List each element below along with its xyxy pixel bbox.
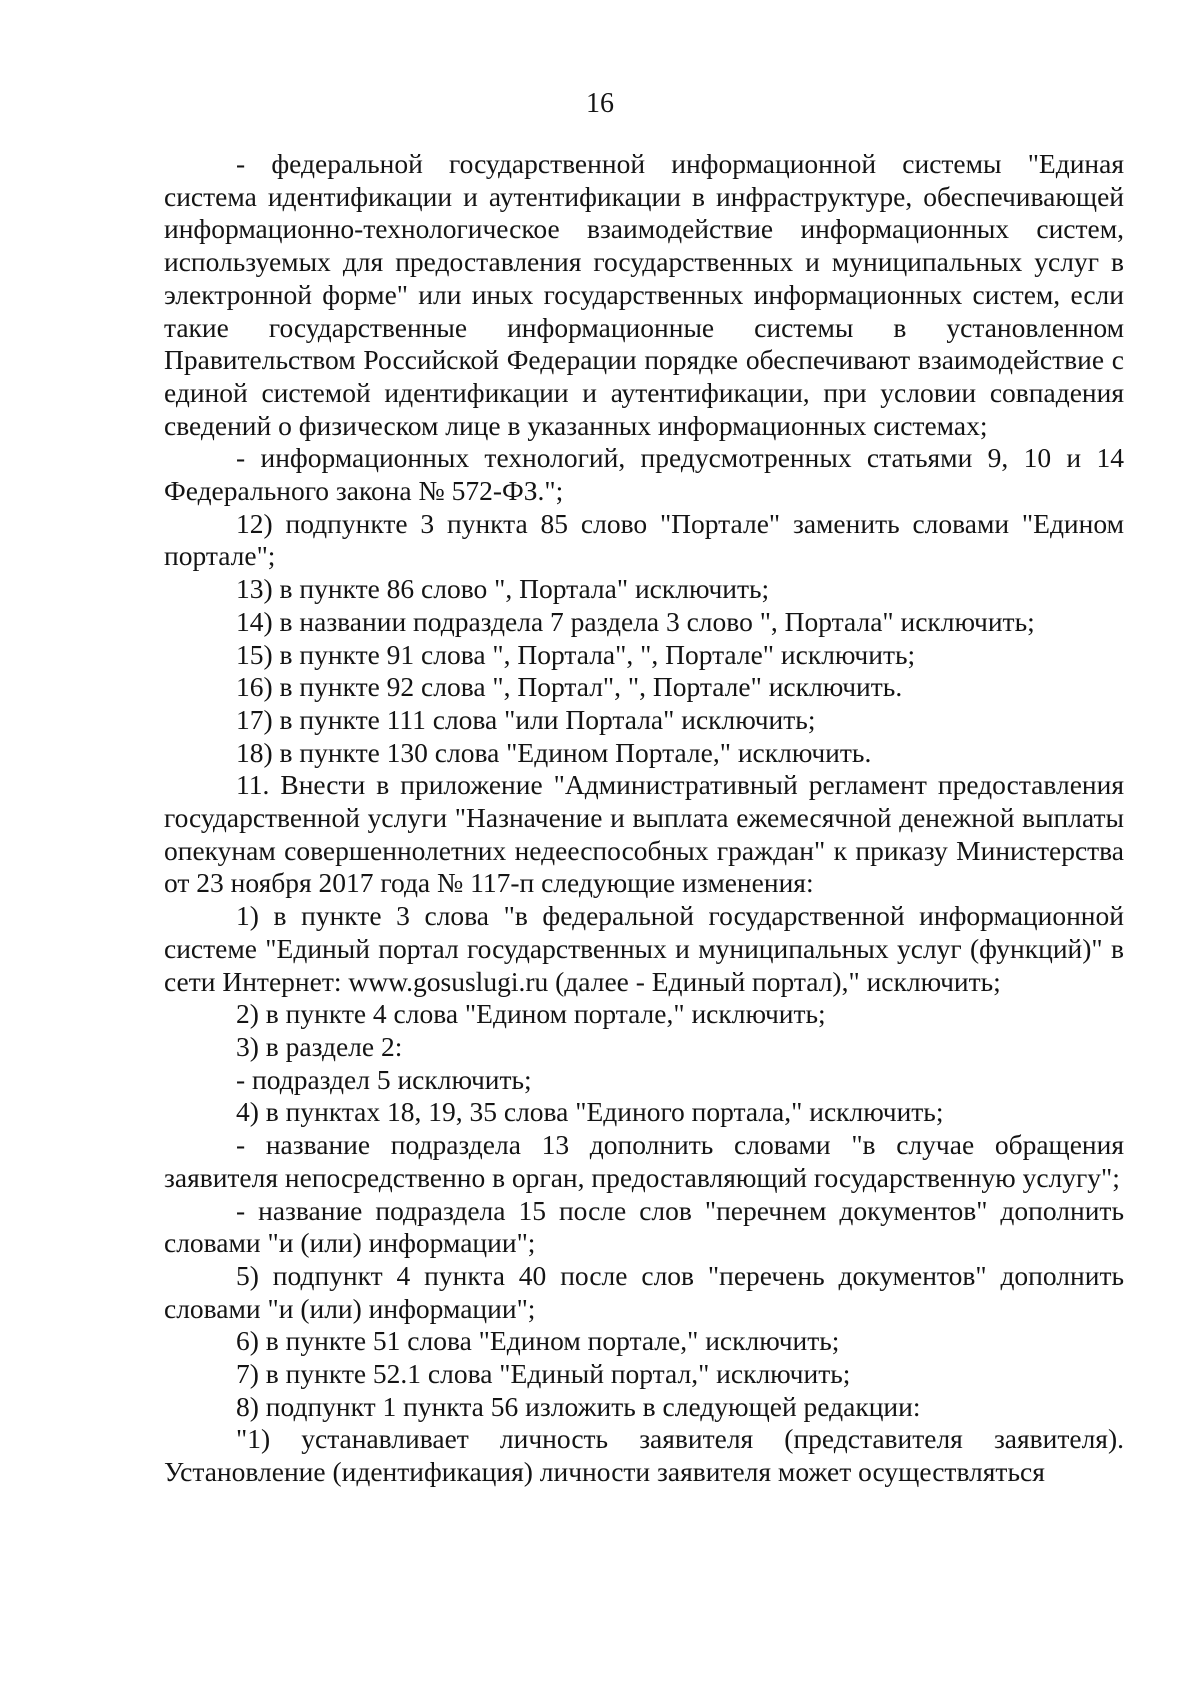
paragraph: 5) подпункт 4 пункта 40 после слов "перечень документов" дополнить словами "и (или) информации";	[164, 1259, 1124, 1324]
paragraph: 2) в пункте 4 слова "Едином портале," исключить;	[236, 998, 826, 1030]
paragraph: 8) подпункт 1 пункта 56 изложить в следующей редакции:	[236, 1390, 921, 1422]
paragraph: 18) в пункте 130 слова "Едином Портале," исключить.	[236, 736, 872, 768]
paragraph: "1) устанавливает личность заявителя (представителя заявителя). Установление (идентификация) личности заявителя может осуществляться	[164, 1423, 1124, 1488]
paragraph: 16) в пункте 92 слова ", Портал", ", Портале" исключить.	[236, 671, 903, 703]
paragraph: 6) в пункте 51 слова "Едином портале," исключить;	[236, 1325, 840, 1357]
document-body	[164, 148, 1124, 1489]
paragraph: - информационных технологий, предусмотренных статьями 9, 10 и 14 Федерального закона № 572-ФЗ.";	[164, 442, 1124, 507]
paragraph: 7) в пункте 52.1 слова "Единый портал," исключить;	[236, 1358, 851, 1390]
paragraph: - подраздел 5 исключить;	[236, 1063, 532, 1095]
paragraph: 17) в пункте 111 слова "или Портала" исключить;	[236, 703, 816, 735]
page-number: 16	[586, 88, 614, 119]
paragraph: 3) в разделе 2:	[236, 1030, 403, 1062]
paragraph: 14) в названии подраздела 7 раздела 3 слово ", Портала" исключить;	[236, 605, 1035, 637]
paragraph: 1) в пункте 3 слова "в федеральной государственной информационной системе "Единый портал государственных и муниципальных услуг (функций)" в сети Интернет: www.gosuslugi.ru (далее - Единый портал)," исключить;	[164, 900, 1124, 997]
paragraph: - название подраздела 13 дополнить словами "в случае обращения заявителя непосредственно в орган, предоставляющий государственную услугу";	[164, 1129, 1124, 1193]
paragraph: 13) в пункте 86 слово ", Портала" исключить;	[236, 573, 770, 605]
paragraph: 12) подпункте 3 пункта 85 слово "Портале" заменить словами "Едином портале";	[164, 507, 1124, 572]
paragraph: 15) в пункте 91 слова ", Портала", ", Портале" исключить;	[236, 638, 916, 670]
paragraph: - федеральной государственной информационной системы "Единая система идентификации и аутентификации в инфраструктуре, обеспечивающей информационно-технологическое взаимодействие информационных систем, используемых для предоставления государственных и муниципальных услуг в электронной форме" или иных государственных информационных систем, если такие государственные информационные системы в установленном Правительством Российской Федерации порядке обеспечивают взаимодействие с единой системой идентификации и аутентификации, при условии совпадения сведений о физическом лице в указанных информационных системах;	[164, 148, 1124, 441]
paragraph: 4) в пунктах 18, 19, 35 слова "Единого портала," исключить;	[236, 1096, 944, 1128]
paragraph: 11. Внести в приложение "Административный регламент предоставления государственной услуги "Назначение и выплата ежемесячной денежной выплаты опекунам совершеннолетних недееспособных граждан" к приказу Министерства от 23 ноября 2017 года № 117-п следующие изменения:	[164, 769, 1124, 899]
paragraph: - название подраздела 15 после слов "перечнем документов" дополнить словами "и (или) информации";	[164, 1194, 1124, 1259]
